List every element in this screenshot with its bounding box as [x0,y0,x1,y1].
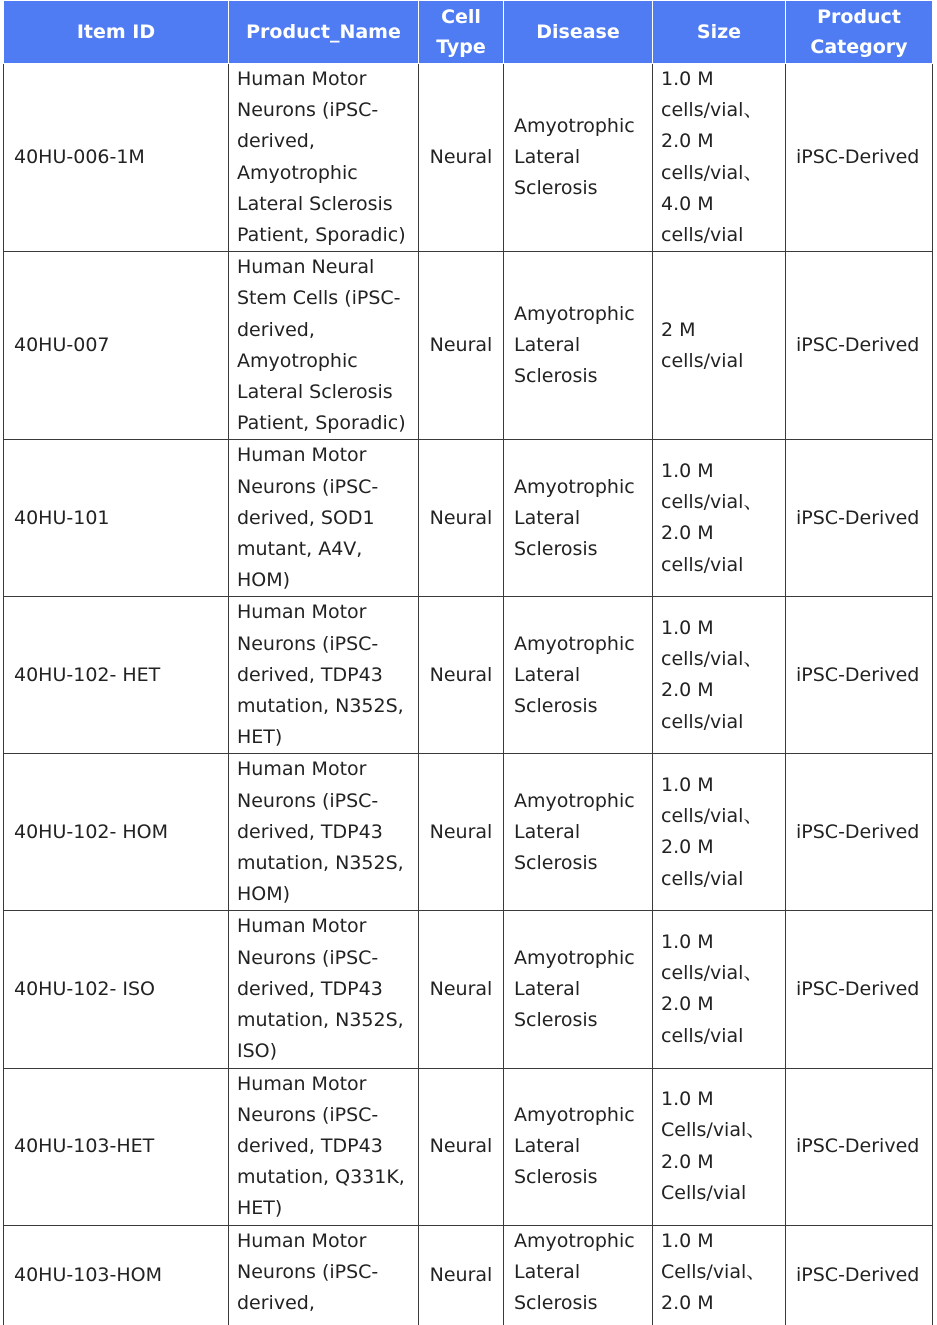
item-id-cell: 40HU-102- HOM [4,754,229,911]
disease-cell: Amyotrophic Lateral Sclerosis [504,754,653,911]
header-item-id: Item ID [4,1,229,64]
table-row [4,440,933,597]
disease-cell: Amyotrophic Lateral Sclerosis [504,1068,653,1225]
category-cell: iPSC-Derived [786,440,933,597]
product-name-cell: Human Motor Neurons (iPSC-derived, TDP43 mutation, N352S, ISO) [229,911,419,1068]
header-cell-type: Cell Type [419,1,504,64]
cell-type-cell: Neural [419,64,504,252]
header-size: Size [653,1,786,64]
header-product-name: Product_Name [229,1,419,64]
item-id-cell: 40HU-006-1M [4,64,229,252]
table-row [4,64,933,252]
size-cell: 1.0 M Cells/vial、2.0 M Cells/vial [653,1068,786,1225]
size-cell: 1.0 M cells/vial、2.0 M cells/vial [653,754,786,911]
cell-type-cell: Neural [419,911,504,1068]
product-name-cell: Human Motor Neurons (iPSC-derived, TDP43 mutation, Q331K, HET) [229,1068,419,1225]
size-cell: 2 M cells/vial [653,252,786,440]
product-name-cell: Human Motor Neurons (iPSC-derived, SOD1 mutant, A4V, HOM) [229,440,419,597]
cell-type-cell: Neural [419,440,504,597]
category-cell: iPSC-Derived [786,597,933,754]
disease-cell: Amyotrophic Lateral Sclerosis [504,911,653,1068]
header-disease: Disease [504,1,653,64]
disease-cell: Amyotrophic Lateral Sclerosis [504,597,653,754]
cell-type-cell: Neural [419,754,504,911]
size-cell: 1.0 M cells/vial、2.0 M cells/vial、4.0 M cells/vial [653,64,786,252]
table-row [4,252,933,440]
disease-cell: Amyotrophic Lateral Sclerosis [504,1225,653,1325]
item-id-cell: 40HU-102- ISO [4,911,229,1068]
table-row [4,1068,933,1225]
cell-type-cell: Neural [419,1068,504,1225]
cell-type-cell: Neural [419,1225,504,1325]
disease-cell: Amyotrophic Lateral Sclerosis [504,440,653,597]
category-cell: iPSC-Derived [786,1225,933,1325]
product-name-cell: Human Motor Neurons (iPSC-derived, Amyotrophic Lateral Sclerosis Patient, Sporadic) [229,64,419,252]
disease-cell: Amyotrophic Lateral Sclerosis [504,252,653,440]
category-cell: iPSC-Derived [786,754,933,911]
category-cell: iPSC-Derived [786,252,933,440]
size-cell: 1.0 M cells/vial、2.0 M cells/vial [653,440,786,597]
product-table [3,0,933,1325]
size-cell: 1.0 M Cells/vial、2.0 M [653,1225,786,1325]
item-id-cell: 40HU-103-HET [4,1068,229,1225]
product-name-cell: Human Motor Neurons (iPSC-derived, TDP43 mutation, N352S, HET) [229,597,419,754]
table-row [4,911,933,1068]
header-row [4,1,933,64]
category-cell: iPSC-Derived [786,911,933,1068]
table-row [4,1225,933,1325]
item-id-cell: 40HU-102- HET [4,597,229,754]
product-name-cell: Human Motor Neurons (iPSC-derived, [229,1225,419,1325]
category-cell: iPSC-Derived [786,1068,933,1225]
header-product-category: Product Category [786,1,933,64]
item-id-cell: 40HU-103-HOM [4,1225,229,1325]
table-row [4,597,933,754]
product-name-cell: Human Neural Stem Cells (iPSC-derived, Amyotrophic Lateral Sclerosis Patient, Sporadic) [229,252,419,440]
item-id-cell: 40HU-101 [4,440,229,597]
size-cell: 1.0 M cells/vial、2.0 M cells/vial [653,911,786,1068]
cell-type-cell: Neural [419,252,504,440]
cell-type-cell: Neural [419,597,504,754]
category-cell: iPSC-Derived [786,64,933,252]
item-id-cell: 40HU-007 [4,252,229,440]
table-row [4,754,933,911]
size-cell: 1.0 M cells/vial、2.0 M cells/vial [653,597,786,754]
disease-cell: Amyotrophic Lateral Sclerosis [504,64,653,252]
product-name-cell: Human Motor Neurons (iPSC-derived, TDP43 mutation, N352S, HOM) [229,754,419,911]
